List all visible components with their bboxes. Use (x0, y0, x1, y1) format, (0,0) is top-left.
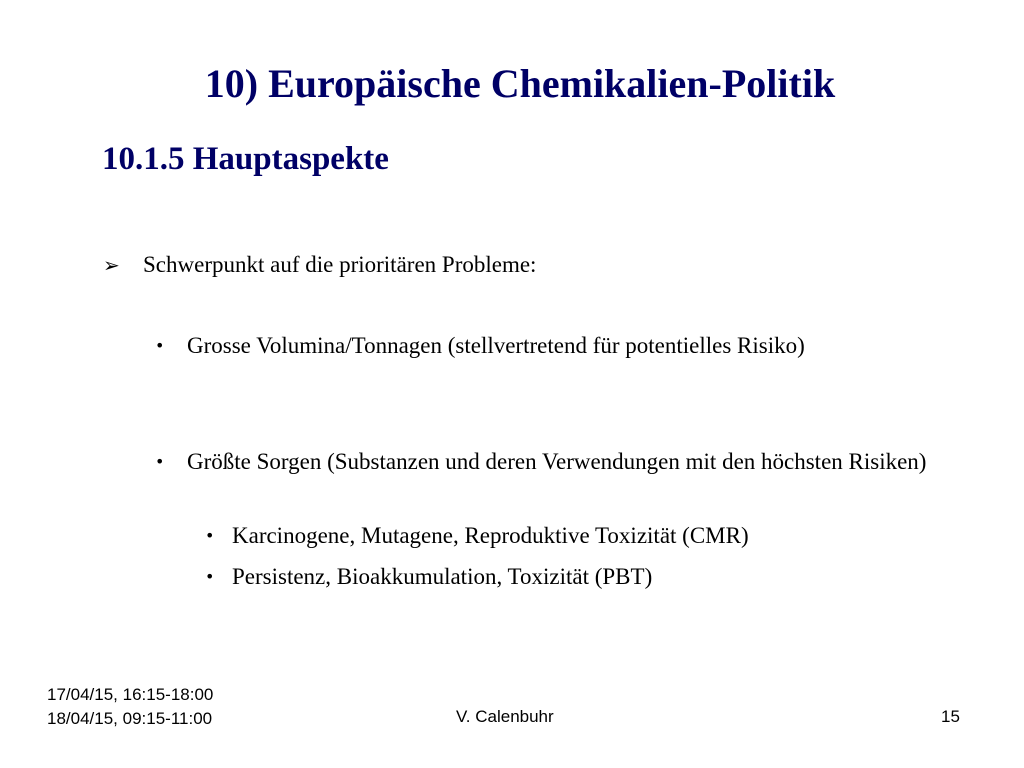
footer-page-number: 15 (941, 707, 960, 726)
footer-date-line-1: 17/04/15, 16:15-18:00 (47, 685, 214, 704)
bullet-dot-icon: • (205, 526, 215, 545)
lead-item-text: Schwerpunkt auf die prioritären Probleme: (143, 252, 537, 277)
arrow-bullet-icon: ➢ (103, 253, 120, 277)
bullet-dot-icon: • (155, 336, 165, 355)
bullet-item-volumes (155, 330, 927, 361)
bullet-item-text: Grosse Volumina/Tonnagen (stellvertretend für potentielles Risiko) (187, 333, 805, 358)
slide-subtitle: 10.1.5 Hauptaspekte (102, 141, 389, 177)
slide-title: 10) Europäische Chemikalien-Politik (204, 61, 836, 106)
bullet-dot-icon: • (205, 567, 215, 586)
sub-bullet-item-text: Persistenz, Bioakkumulation, Toxizität (PBT) (232, 564, 653, 589)
sub-bullet-item-cmr (205, 521, 749, 551)
bullet-item-text: Größte Sorgen (Substanzen und deren Verwendungen mit den höchsten Risiken) (187, 449, 927, 474)
sub-bullet-item-pbt (205, 562, 652, 592)
bullet-item-concerns (155, 446, 927, 477)
lead-item (103, 250, 536, 280)
footer-date-line-2: 18/04/15, 09:15-11:00 (47, 709, 213, 728)
sub-bullet-item-text: Karcinogene, Mutagene, Reproduktive Toxizität (CMR) (232, 523, 749, 548)
bullet-dot-icon: • (155, 452, 165, 471)
footer-author: V. Calenbuhr (456, 707, 554, 726)
